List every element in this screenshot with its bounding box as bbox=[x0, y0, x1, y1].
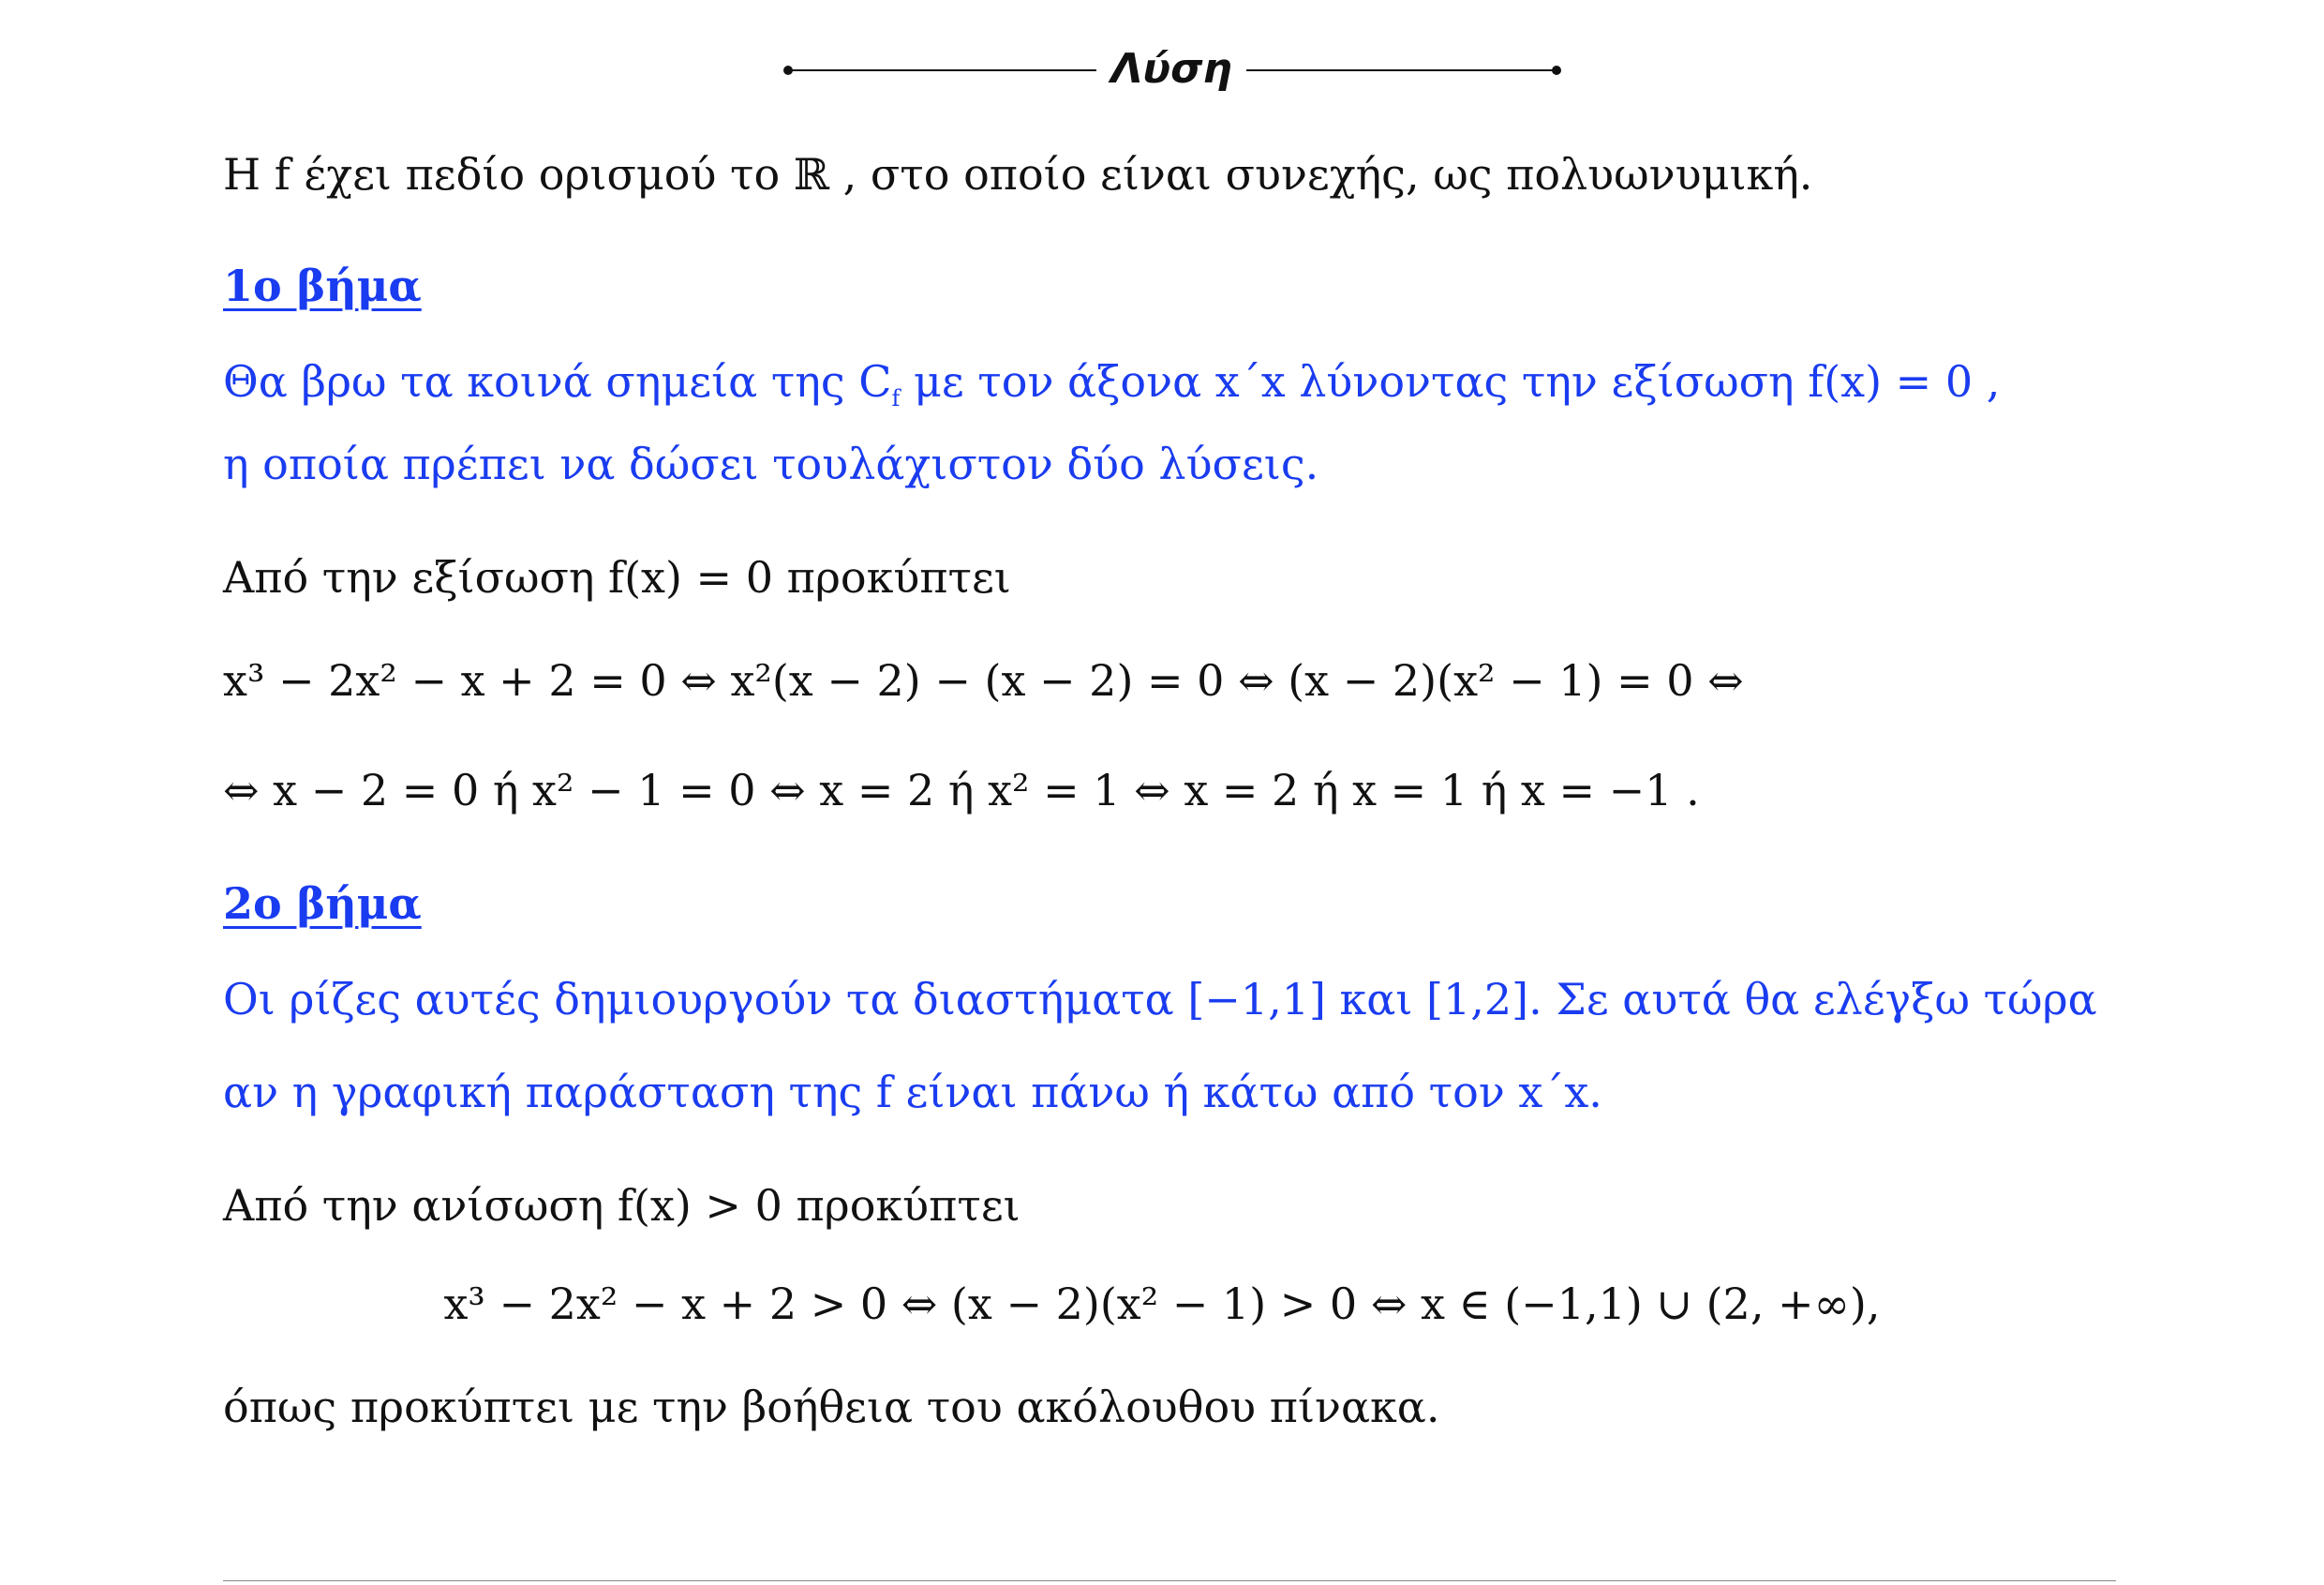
step1-title: 1ο βήμα bbox=[223, 261, 422, 311]
inequality-line: x³ − 2x² − x + 2 > 0 ⇔ (x − 2)(x² − 1) > 0 ⇔ x ∈ (−1,1) ∪ (2, +∞), bbox=[443, 1278, 1881, 1329]
equation-line2: ⇔ x − 2 = 0 ή x² − 1 = 0 ⇔ x = 2 ή x² = 1 ⇔ x = 2 ή x = 1 ή x = −1 . bbox=[223, 765, 1700, 815]
step1-text-line1-b: με τον άξονα x΄x λύνοντας την εξίσωση f(x) = 0 , bbox=[900, 356, 2001, 407]
heading-rule-left bbox=[787, 69, 1096, 71]
equation-line1: x³ − 2x² − x + 2 = 0 ⇔ x²(x − 2) − (x − 2) = 0 ⇔ (x − 2)(x² − 1) = 0 ⇔ bbox=[223, 655, 1744, 706]
bottom-rule bbox=[223, 1580, 2116, 1581]
step1-text-line2: η οποία πρέπει να δώσει τουλάχιστον δύο λύσεις. bbox=[223, 439, 1319, 489]
equation-intro: Από την εξίσωση f(x) = 0 προκύπτει bbox=[223, 552, 1011, 603]
inequality-intro: Από την ανίσωση f(x) > 0 προκύπτει bbox=[223, 1180, 1020, 1231]
heading-title: Λύση bbox=[1110, 45, 1232, 93]
step1-text-line1 bbox=[223, 356, 2001, 412]
step2-title: 2ο βήμα bbox=[223, 878, 422, 929]
heading-rule-right bbox=[1246, 69, 1556, 71]
intro-text: Η f έχει πεδίο ορισμού το ℝ , στο οποίο είναι συνεχής, ως πολυωνυμική. bbox=[223, 149, 1813, 200]
step1-text-line1-sub: f bbox=[891, 385, 901, 412]
step2-text-line1: Οι ρίζες αυτές δημιουργούν τα διαστήματα [−1,1] και [1,2]. Σε αυτά θα ελέγξω τώρα bbox=[223, 974, 2097, 1024]
step1-text-line1-a: Θα βρω τα κοινά σημεία της C bbox=[223, 356, 892, 407]
step2-text-line2: αν η γραφική παράσταση της f είναι πάνω ή κάτω από τον x΄x. bbox=[223, 1067, 1602, 1117]
solution-heading bbox=[0, 37, 2324, 103]
closing-text: όπως προκύπτει με την βοήθεια του ακόλουθου πίνακα. bbox=[223, 1382, 1440, 1432]
heading-dot-right bbox=[1552, 66, 1561, 75]
